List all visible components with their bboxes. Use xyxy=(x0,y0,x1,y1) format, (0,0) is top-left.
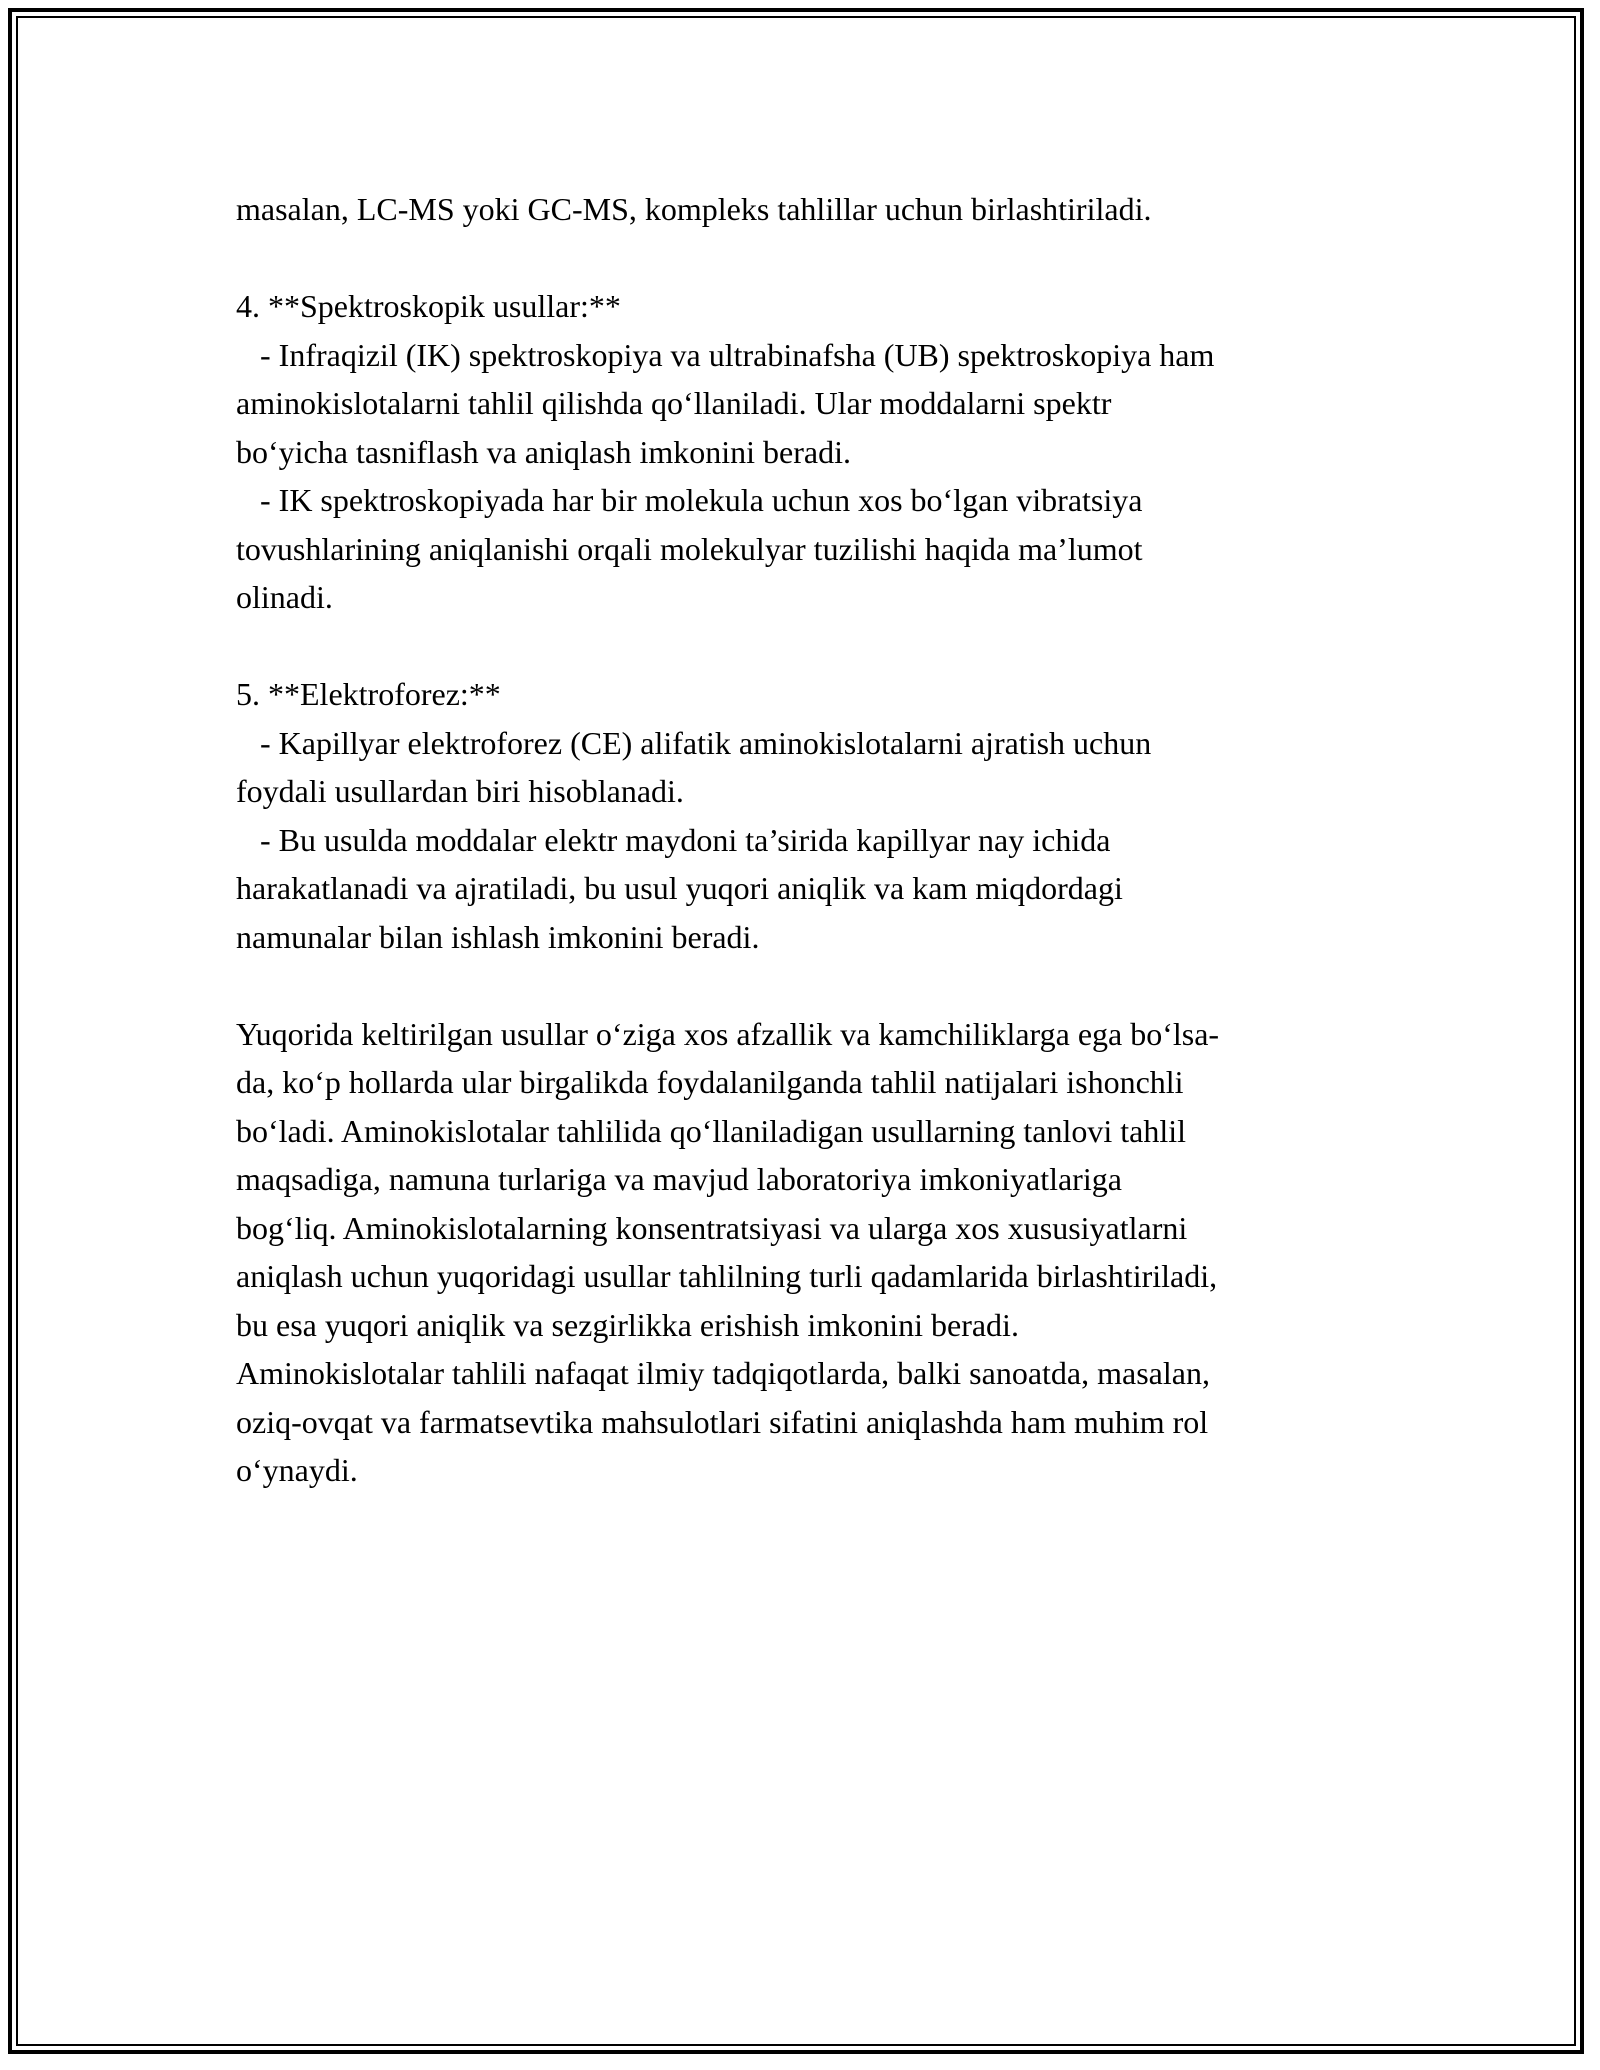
section-heading: 4. **Spektroskopik usullar:** xyxy=(236,288,621,324)
document-body xyxy=(236,185,1376,1495)
text-line: - IK spektroskopiyada har bir molekula uchun xos bo‘lgan vibratsiya xyxy=(236,482,1143,518)
section-heading: 5. **Elektroforez:** xyxy=(236,676,501,712)
text-line: aniqlash uchun yuqoridagi usullar tahlilning turli qadamlarida birlashtiriladi, xyxy=(236,1258,1218,1294)
text-line: tovushlarining aniqlanishi orqali molekulyar tuzilishi haqida ma’lumot xyxy=(236,530,1143,567)
text-line: Yuqorida keltirilgan usullar o‘ziga xos afzallik va kamchiliklarga ega bo‘lsa- xyxy=(236,1015,1220,1052)
text-line: foydali usullardan biri hisoblanadi. xyxy=(236,773,684,809)
text-line: oziq-ovqat va farmatsevtika mahsulotlari sifatini aniqlashda ham muhim rol xyxy=(236,1403,1209,1440)
text-line: bu esa yuqori aniqlik va sezgirlikka erishish imkonini beradi. xyxy=(236,1306,1019,1343)
text-line: bo‘yicha tasniflash va aniqlash imkonini beradi. xyxy=(236,433,851,470)
text-line: - Bu usulda moddalar elektr maydoni ta’sirida kapillyar nay ichida xyxy=(236,821,1111,858)
text-line: olinadi. xyxy=(236,579,333,615)
text-line: maqsadiga, namuna turlariga va mavjud laboratoriya imkoniyatlariga xyxy=(236,1161,1122,1197)
text-line: Aminokislotalar tahlili nafaqat ilmiy tadqiqotlarda, balki sanoatda, masalan, xyxy=(236,1355,1210,1391)
text-line: - Infraqizil (IK) spektroskopiya va ultrabinafsha (UB) spektroskopiya ham xyxy=(236,336,1215,373)
blank-line xyxy=(236,234,1376,283)
text-line: da, ko‘p hollarda ular birgalikda foydalanilganda tahlil natijalari ishonchli xyxy=(236,1064,1184,1100)
text-line: - Kapillyar elektroforez (CE) alifatik aminokislotalarni ajratish uchun xyxy=(236,724,1152,761)
text-line: aminokislotalarni tahlil qilishda qo‘llaniladi. Ular moddalarni spektr xyxy=(236,385,1112,421)
text-line: namunalar bilan ishlash imkonini beradi. xyxy=(236,918,760,955)
text-line: harakatlanadi va ajratiladi, bu usul yuqori aniqlik va kam miqdordagi xyxy=(236,870,1123,906)
text-line: o‘ynaydi. xyxy=(236,1452,358,1488)
text-line: bog‘liq. Aminokislotalarning konsentratsiyasi va ularga xos xususiyatlarni xyxy=(236,1209,1188,1246)
blank-line xyxy=(236,622,1376,671)
text-line: bo‘ladi. Aminokislotalar tahlilida qo‘llaniladigan usullarning tanlovi tahlil xyxy=(236,1112,1187,1149)
text-line: masalan, LC-MS yoki GC-MS, kompleks tahlillar uchun birlashtiriladi. xyxy=(236,191,1152,227)
blank-line xyxy=(236,961,1376,1010)
